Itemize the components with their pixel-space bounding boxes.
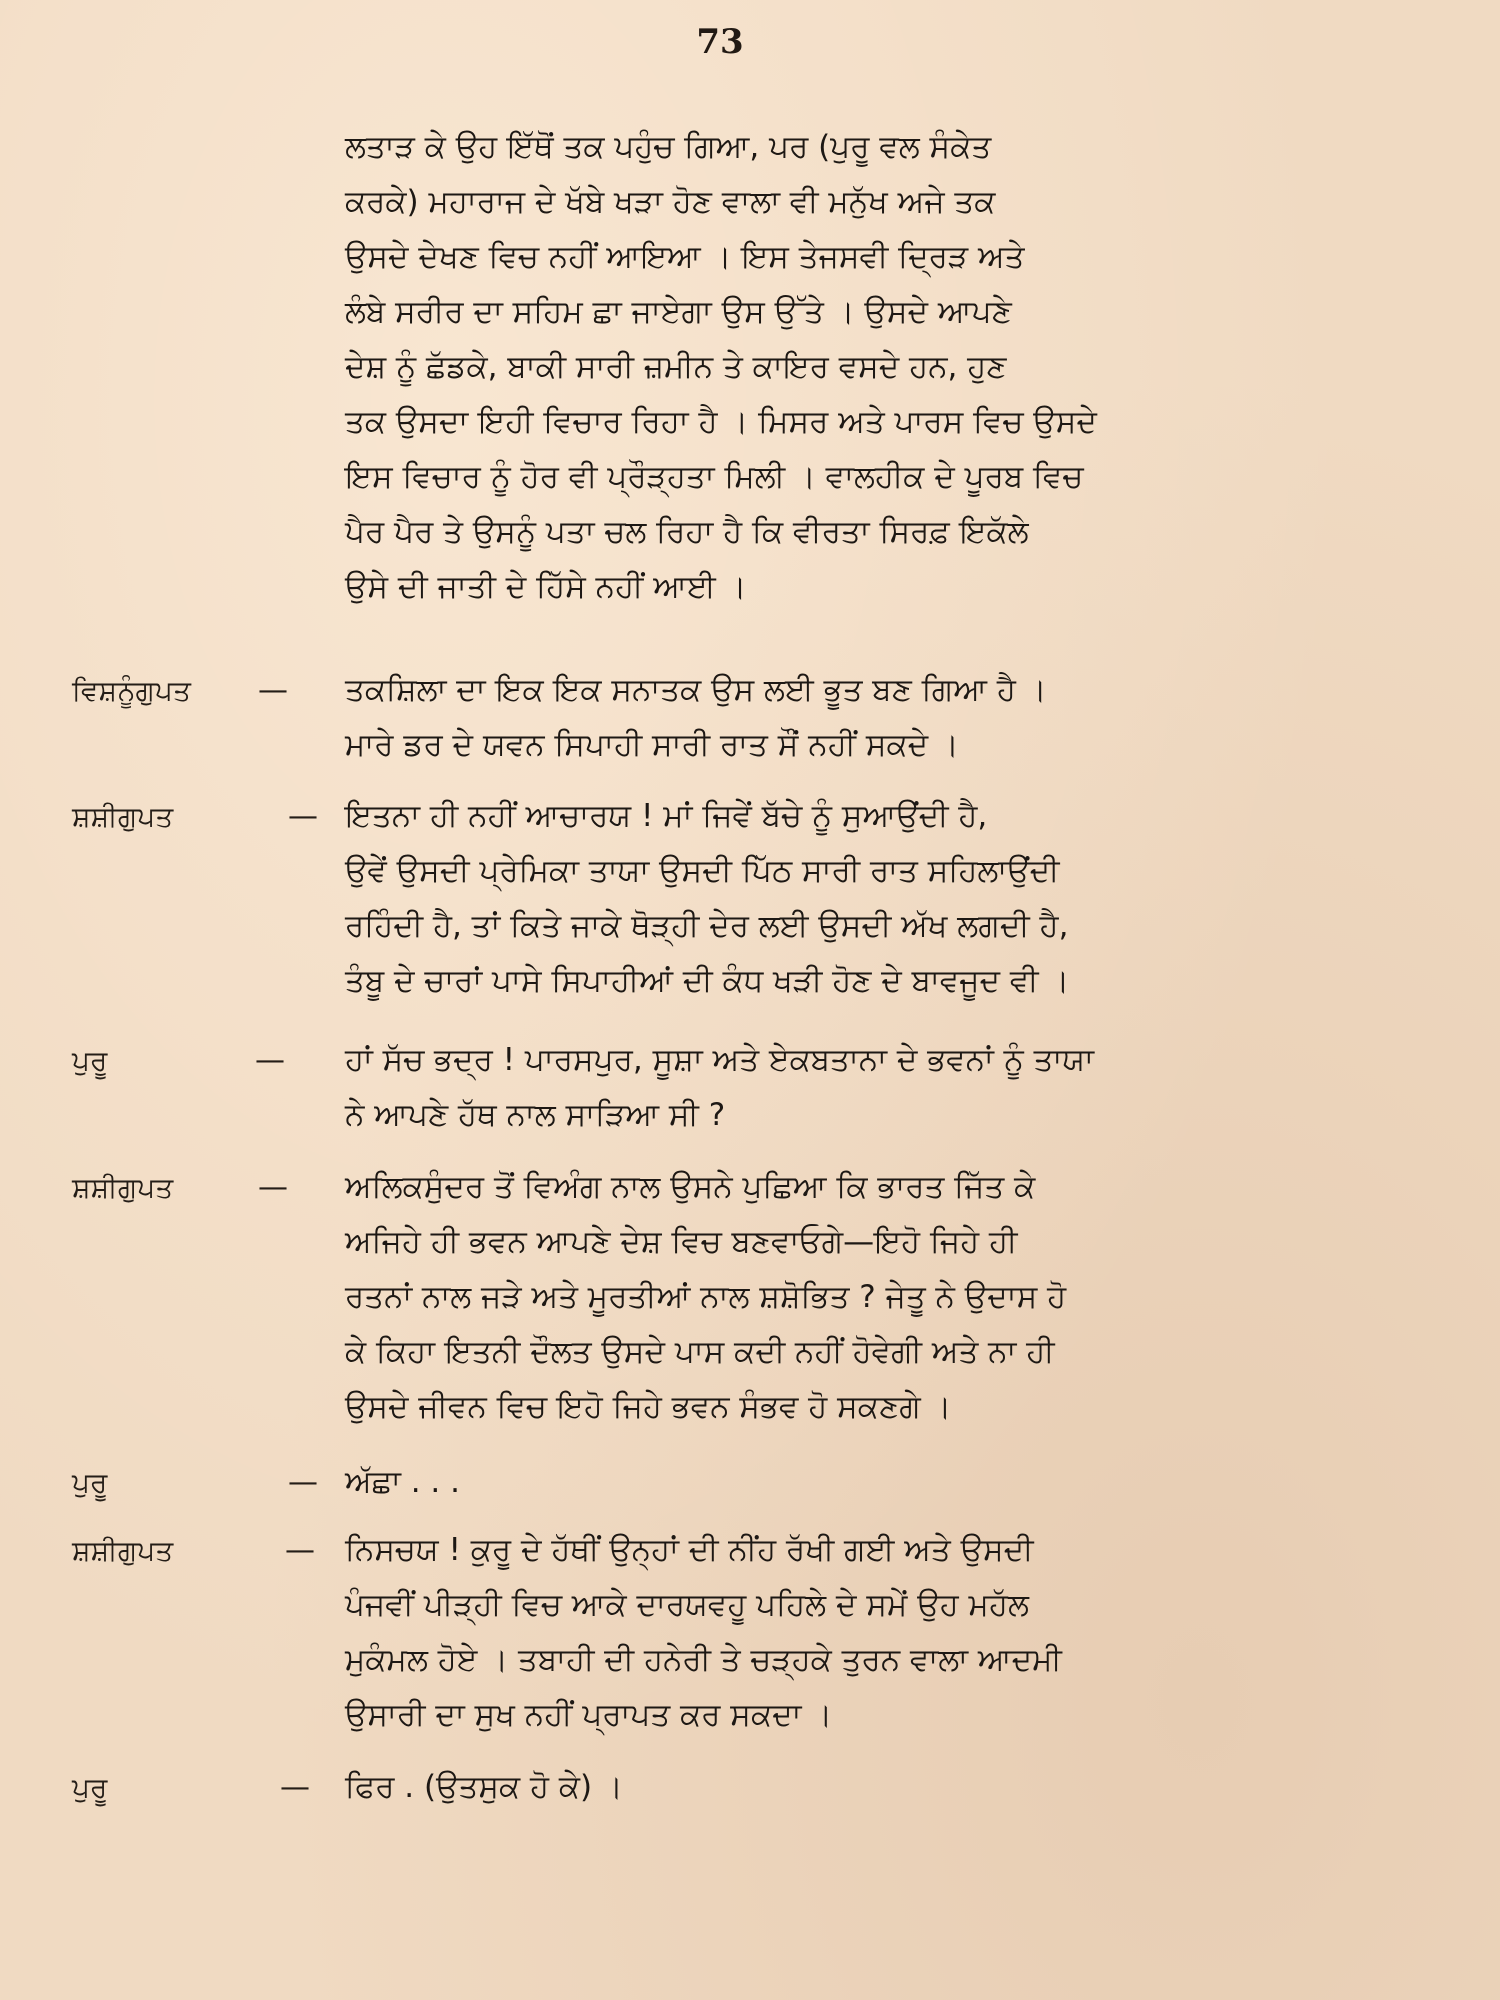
text-line: ਫਿਰ . (ਉਤਸੁਕ ਹੋ ਕੇ) ।: [345, 1769, 623, 1805]
text-line: ਮੁਕੰਮਲ ਹੋਏ । ਤਬਾਹੀ ਦੀ ਹਨੇਰੀ ਤੇ ਚੜ੍ਹਕੇ ਤੁਰਨ ਵਾਲਾ ਆਦਮੀ: [345, 1642, 1062, 1678]
text-line: ਨੇ ਆਪਣੇ ਹੱਥ ਨਾਲ ਸਾੜਿਆ ਸੀ ?: [345, 1097, 726, 1133]
text-line: ਰਤਨਾਂ ਨਾਲ ਜੜੇ ਅਤੇ ਮੂਰਤੀਆਂ ਨਾਲ ਸ਼ਸ਼ੋਭਿਤ ? ਜੇਤੂ ਨੇ ਉਦਾਸ ਹੋ: [345, 1279, 1067, 1315]
dialogue-text: [345, 1760, 1385, 1815]
text-line: ਉਸਦੇ ਜੀਵਨ ਵਿਚ ਇਹੋ ਜਿਹੇ ਭਵਨ ਸੰਭਵ ਹੋ ਸਕਣਗੇ ।: [345, 1389, 952, 1425]
speaker-name: ਸ਼ਸ਼ੀਗੁਪਤ: [72, 1534, 174, 1567]
text-line: ਇਸ ਵਿਚਾਰ ਨੂੰ ਹੋਰ ਵੀ ਪ੍ਰੌੜ੍ਹਤਾ ਮਿਲੀ । ਵਾਲਹੀਕ ਦੇ ਪੂਰਬ ਵਿਚ: [345, 459, 1084, 495]
speaker-dash: —: [258, 673, 288, 708]
speaker-name: ਪੁਰੂ: [72, 1466, 108, 1499]
speaker-name: ਸ਼ਸ਼ੀਗੁਪਤ: [72, 800, 174, 833]
speaker-dash: —: [288, 799, 318, 834]
text-line: ਕਰਕੇ) ਮਹਾਰਾਜ ਦੇ ਖੱਬੇ ਖੜਾ ਹੋਣ ਵਾਲਾ ਵੀ ਮਨੁੱਖ ਅਜੇ ਤਕ: [345, 184, 996, 220]
dialogue-text: [345, 1455, 1385, 1510]
dialogue-text: [345, 1523, 1385, 1743]
page-number: 73: [696, 22, 744, 62]
text-line: ਉਸੇ ਦੀ ਜਾਤੀ ਦੇ ਹਿੱਸੇ ਨਹੀਂ ਆਈ ।: [345, 569, 747, 605]
intro-paragraph: [345, 120, 1385, 615]
text-line: ਪੰਜਵੀਂ ਪੀੜ੍ਹੀ ਵਿਚ ਆਕੇ ਦਾਰਯਵਹੂ ਪਹਿਲੇ ਦੇ ਸਮੇਂ ਉਹ ਮਹੱਲ: [345, 1587, 1029, 1623]
text-line: ਇਤਨਾ ਹੀ ਨਹੀਂ ਆਚਾਰਯ ! ਮਾਂ ਜਿਵੇਂ ਬੱਚੇ ਨੂੰ ਸੁਆਉਂਦੀ ਹੈ,: [345, 798, 988, 834]
text-line: ਅਲਿਕਸੁੰਦਰ ਤੋਂ ਵਿਅੰਗ ਨਾਲ ਉਸਨੇ ਪੁਛਿਆ ਕਿ ਭਾਰਤ ਜਿੱਤ ਕੇ: [345, 1169, 1036, 1205]
text-line: ਅਜਿਹੇ ਹੀ ਭਵਨ ਆਪਣੇ ਦੇਸ਼ ਵਿਚ ਬਣਵਾਓਗੇ—ਇਹੋ ਜਿਹੇ ਹੀ: [345, 1224, 1018, 1260]
text-line: ਅੱਛਾ . . .: [345, 1464, 460, 1500]
text-line: ਮਾਰੇ ਡਰ ਦੇ ਯਵਨ ਸਿਪਾਹੀ ਸਾਰੀ ਰਾਤ ਸੌਂ ਨਹੀਂ ਸਕਦੇ ।: [345, 727, 959, 763]
text-line: ਦੇਸ਼ ਨੂੰ ਛੱਡਕੇ, ਬਾਕੀ ਸਾਰੀ ਜ਼ਮੀਨ ਤੇ ਕਾਇਰ ਵਸਦੇ ਹਨ, ਹੁਣ: [345, 349, 1007, 385]
speaker-dash: —: [288, 1465, 318, 1500]
text-line: ਉਵੇਂ ਉਸਦੀ ਪ੍ਰੇਮਿਕਾ ਤਾਯਾ ਉਸਦੀ ਪਿੱਠ ਸਾਰੀ ਰਾਤ ਸਹਿਲਾਉਂਦੀ: [345, 853, 1060, 889]
speaker-dash: —: [280, 1770, 310, 1805]
text-line: ਤੰਬੂ ਦੇ ਚਾਰਾਂ ਪਾਸੇ ਸਿਪਾਹੀਆਂ ਦੀ ਕੰਧ ਖੜੀ ਹੋਣ ਦੇ ਬਾਵਜੂਦ ਵੀ ।: [345, 963, 1070, 999]
text-line: ਰਹਿੰਦੀ ਹੈ, ਤਾਂ ਕਿਤੇ ਜਾਕੇ ਥੋੜ੍ਹੀ ਦੇਰ ਲਈ ਉਸਦੀ ਅੱਖ ਲਗਦੀ ਹੈ,: [345, 908, 1069, 944]
text-line: ਉਸਾਰੀ ਦਾ ਸੁਖ ਨਹੀਂ ਪ੍ਰਾਪਤ ਕਰ ਸਕਦਾ ।: [345, 1697, 833, 1733]
dialogue-text: [345, 1160, 1385, 1435]
speaker-dash: —: [258, 1170, 288, 1205]
text-line: ਹਾਂ ਸੱਚ ਭਦ੍ਰ ! ਪਾਰਸਪੁਰ, ਸੂਸ਼ਾ ਅਤੇ ਏਕਬਤਾਨਾ ਦੇ ਭਵਨਾਂ ਨੂੰ ਤਾਯਾ: [345, 1042, 1094, 1078]
dialogue-text: [345, 789, 1385, 1009]
text-line: ਪੈਰ ਪੈਰ ਤੇ ਉਸਨੂੰ ਪਤਾ ਚਲ ਰਿਹਾ ਹੈ ਕਿ ਵੀਰਤਾ ਸਿਰਫ਼ ਇਕੱਲੇ: [345, 514, 1029, 550]
text-line: ਕੇ ਕਿਹਾ ਇਤਨੀ ਦੌਲਤ ਉਸਦੇ ਪਾਸ ਕਦੀ ਨਹੀਂ ਹੋਵੇਗੀ ਅਤੇ ਨਾ ਹੀ: [345, 1334, 1055, 1370]
dialogue-text: [345, 1033, 1385, 1143]
text-line: ਉਸਦੇ ਦੇਖਣ ਵਿਚ ਨਹੀਂ ਆਇਆ । ਇਸ ਤੇਜਸਵੀ ਦ੍ਰਿੜ ਅਤੇ: [345, 239, 1025, 275]
text-line: ਤਕ ਉਸਦਾ ਇਹੀ ਵਿਚਾਰ ਰਿਹਾ ਹੈ । ਮਿਸਰ ਅਤੇ ਪਾਰਸ ਵਿਚ ਉਸਦੇ: [345, 404, 1097, 440]
dialogue-text: [345, 663, 1385, 773]
text-line: ਤਕਸ਼ਿਲਾ ਦਾ ਇਕ ਇਕ ਸਨਾਤਕ ਉਸ ਲਈ ਭੂਤ ਬਣ ਗਿਆ ਹੈ ।: [345, 672, 1047, 708]
text-line: ਨਿਸਚਯ ! ਕੁਰੂ ਦੇ ਹੱਥੀਂ ਉਨ੍ਹਾਂ ਦੀ ਨੀਂਹ ਰੱਖੀ ਗਈ ਅਤੇ ਉਸਦੀ: [345, 1532, 1034, 1568]
speaker-dash: —: [255, 1043, 285, 1078]
speaker-name: ਵਿਸ਼ਨੂੰਗੁਪਤ: [72, 674, 191, 707]
speaker-name: ਪੁਰੂ: [72, 1771, 108, 1804]
speaker-dash: —: [285, 1533, 315, 1568]
speaker-name: ਪੁਰੂ: [72, 1044, 108, 1077]
text-line: ਲਤਾੜ ਕੇ ਉਹ ਇੱਥੋਂ ਤਕ ਪਹੁੰਚ ਗਿਆ, ਪਰ (ਪੁਰੂ ਵਲ ਸੰਕੇਤ: [345, 129, 992, 165]
text-line: ਲੰਬੇ ਸਰੀਰ ਦਾ ਸਹਿਮ ਛਾ ਜਾਏਗਾ ਉਸ ਉੱਤੇ । ਉਸਦੇ ਆਪਣੇ: [345, 294, 1012, 330]
speaker-name: ਸ਼ਸ਼ੀਗੁਪਤ: [72, 1171, 174, 1204]
